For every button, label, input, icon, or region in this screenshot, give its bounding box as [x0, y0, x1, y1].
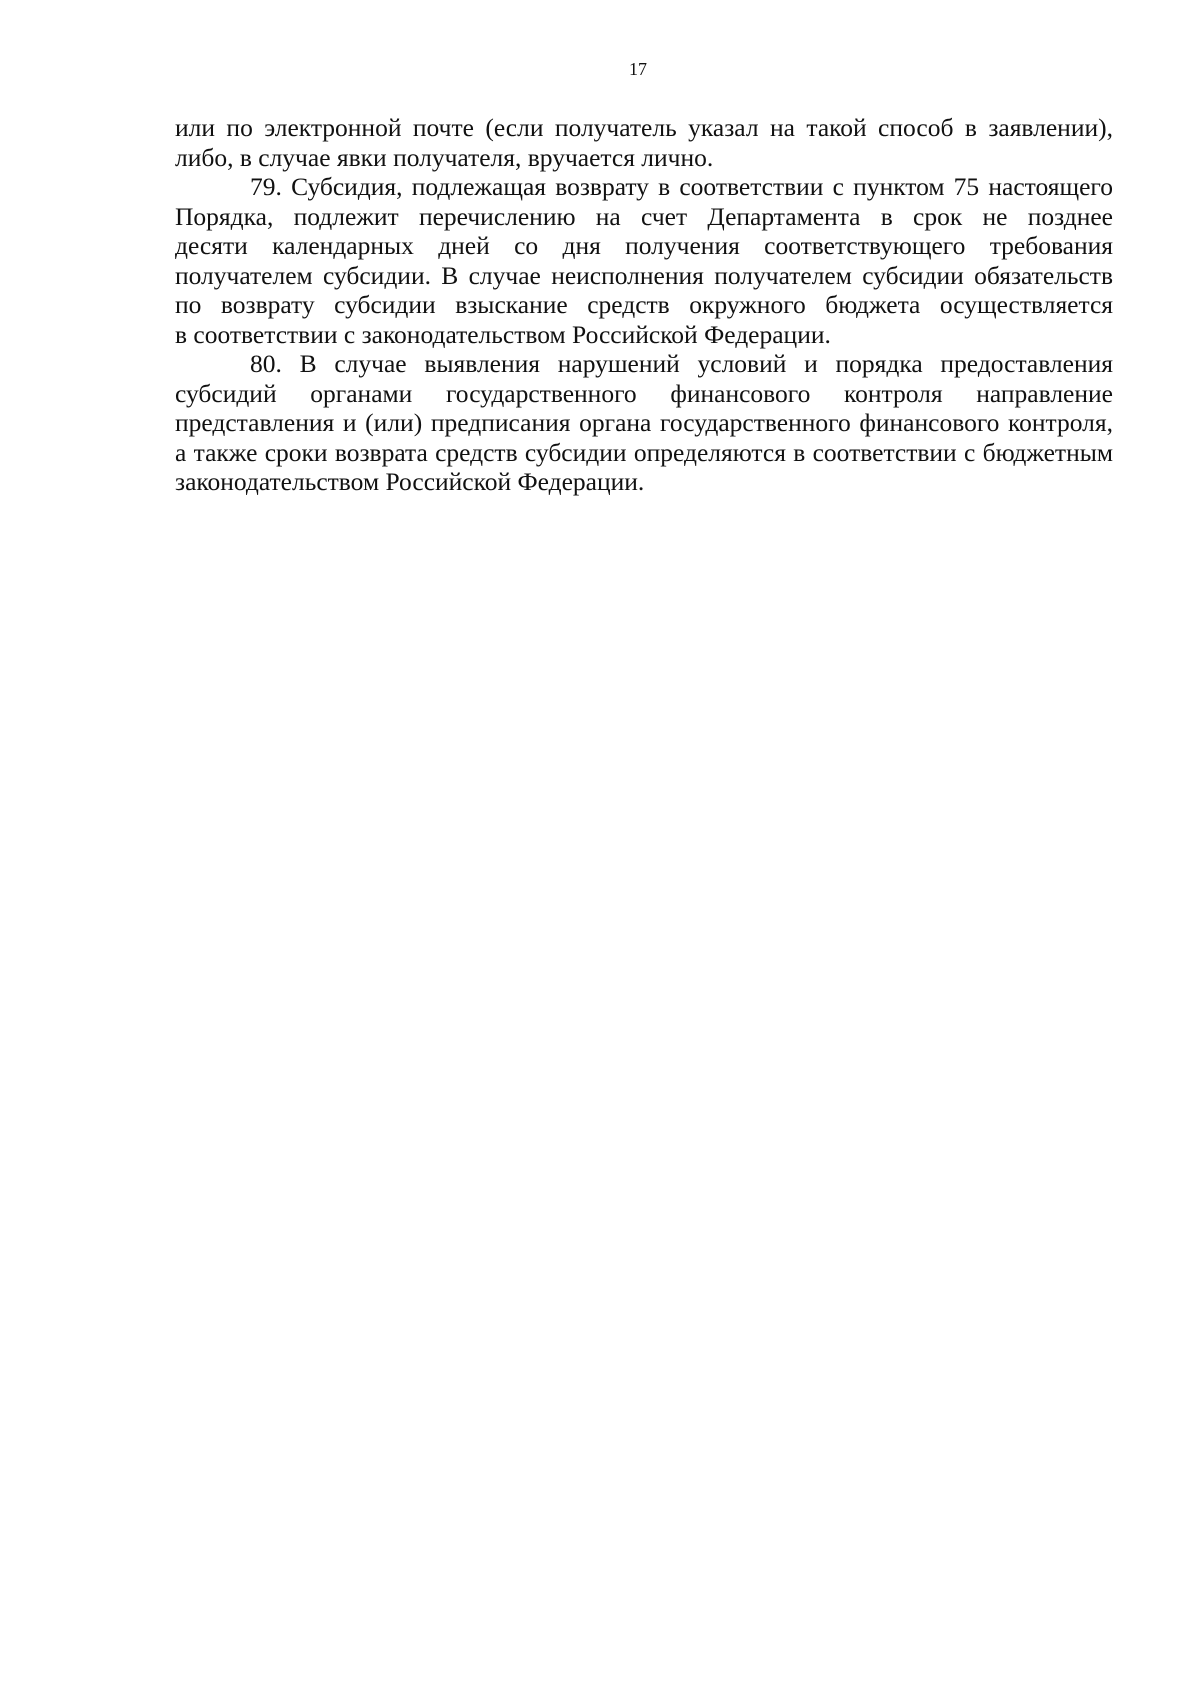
text-line: 80. В случае выявления нарушений условий и порядка предоставления — [250, 349, 1113, 378]
document-body — [175, 113, 1113, 497]
text-line: в соответствии с законодательством Российской Федерации. — [175, 319, 831, 349]
text-line: субсидий органами государственного финансового контроля направление — [175, 378, 1113, 408]
text-line: Порядка, подлежит перечислению на счет Департамента в срок не позднее — [175, 201, 1113, 231]
text-line: по возврату субсидии взыскание средств окружного бюджета осуществляется — [175, 290, 1113, 319]
text-line: десяти календарных дней со дня получения соответствующего требования — [175, 231, 1113, 260]
text-line: или по электронной почте (если получатель указал на такой способ в заявлении), — [175, 113, 1113, 142]
text-line: представления и (или) предписания органа государственного финансового контроля, — [175, 408, 1113, 437]
paragraph-continuation — [175, 113, 1113, 172]
text-line: а также сроки возврата средств субсидии определяются в соответствии с бюджетным — [175, 437, 1113, 467]
paragraph-80 — [175, 349, 1113, 497]
page-number: 17 — [629, 59, 647, 79]
text-line: законодательством Российской Федерации. — [175, 467, 645, 496]
text-line: 79. Субсидия, подлежащая возврату в соответствии с пунктом 75 настоящего — [250, 172, 1113, 201]
paragraph-79 — [175, 172, 1113, 349]
text-line: либо, в случае явки получателя, вручается лично. — [175, 142, 714, 172]
text-line: получателем субсидии. В случае неисполнения получателем субсидии обязательств — [175, 260, 1113, 290]
